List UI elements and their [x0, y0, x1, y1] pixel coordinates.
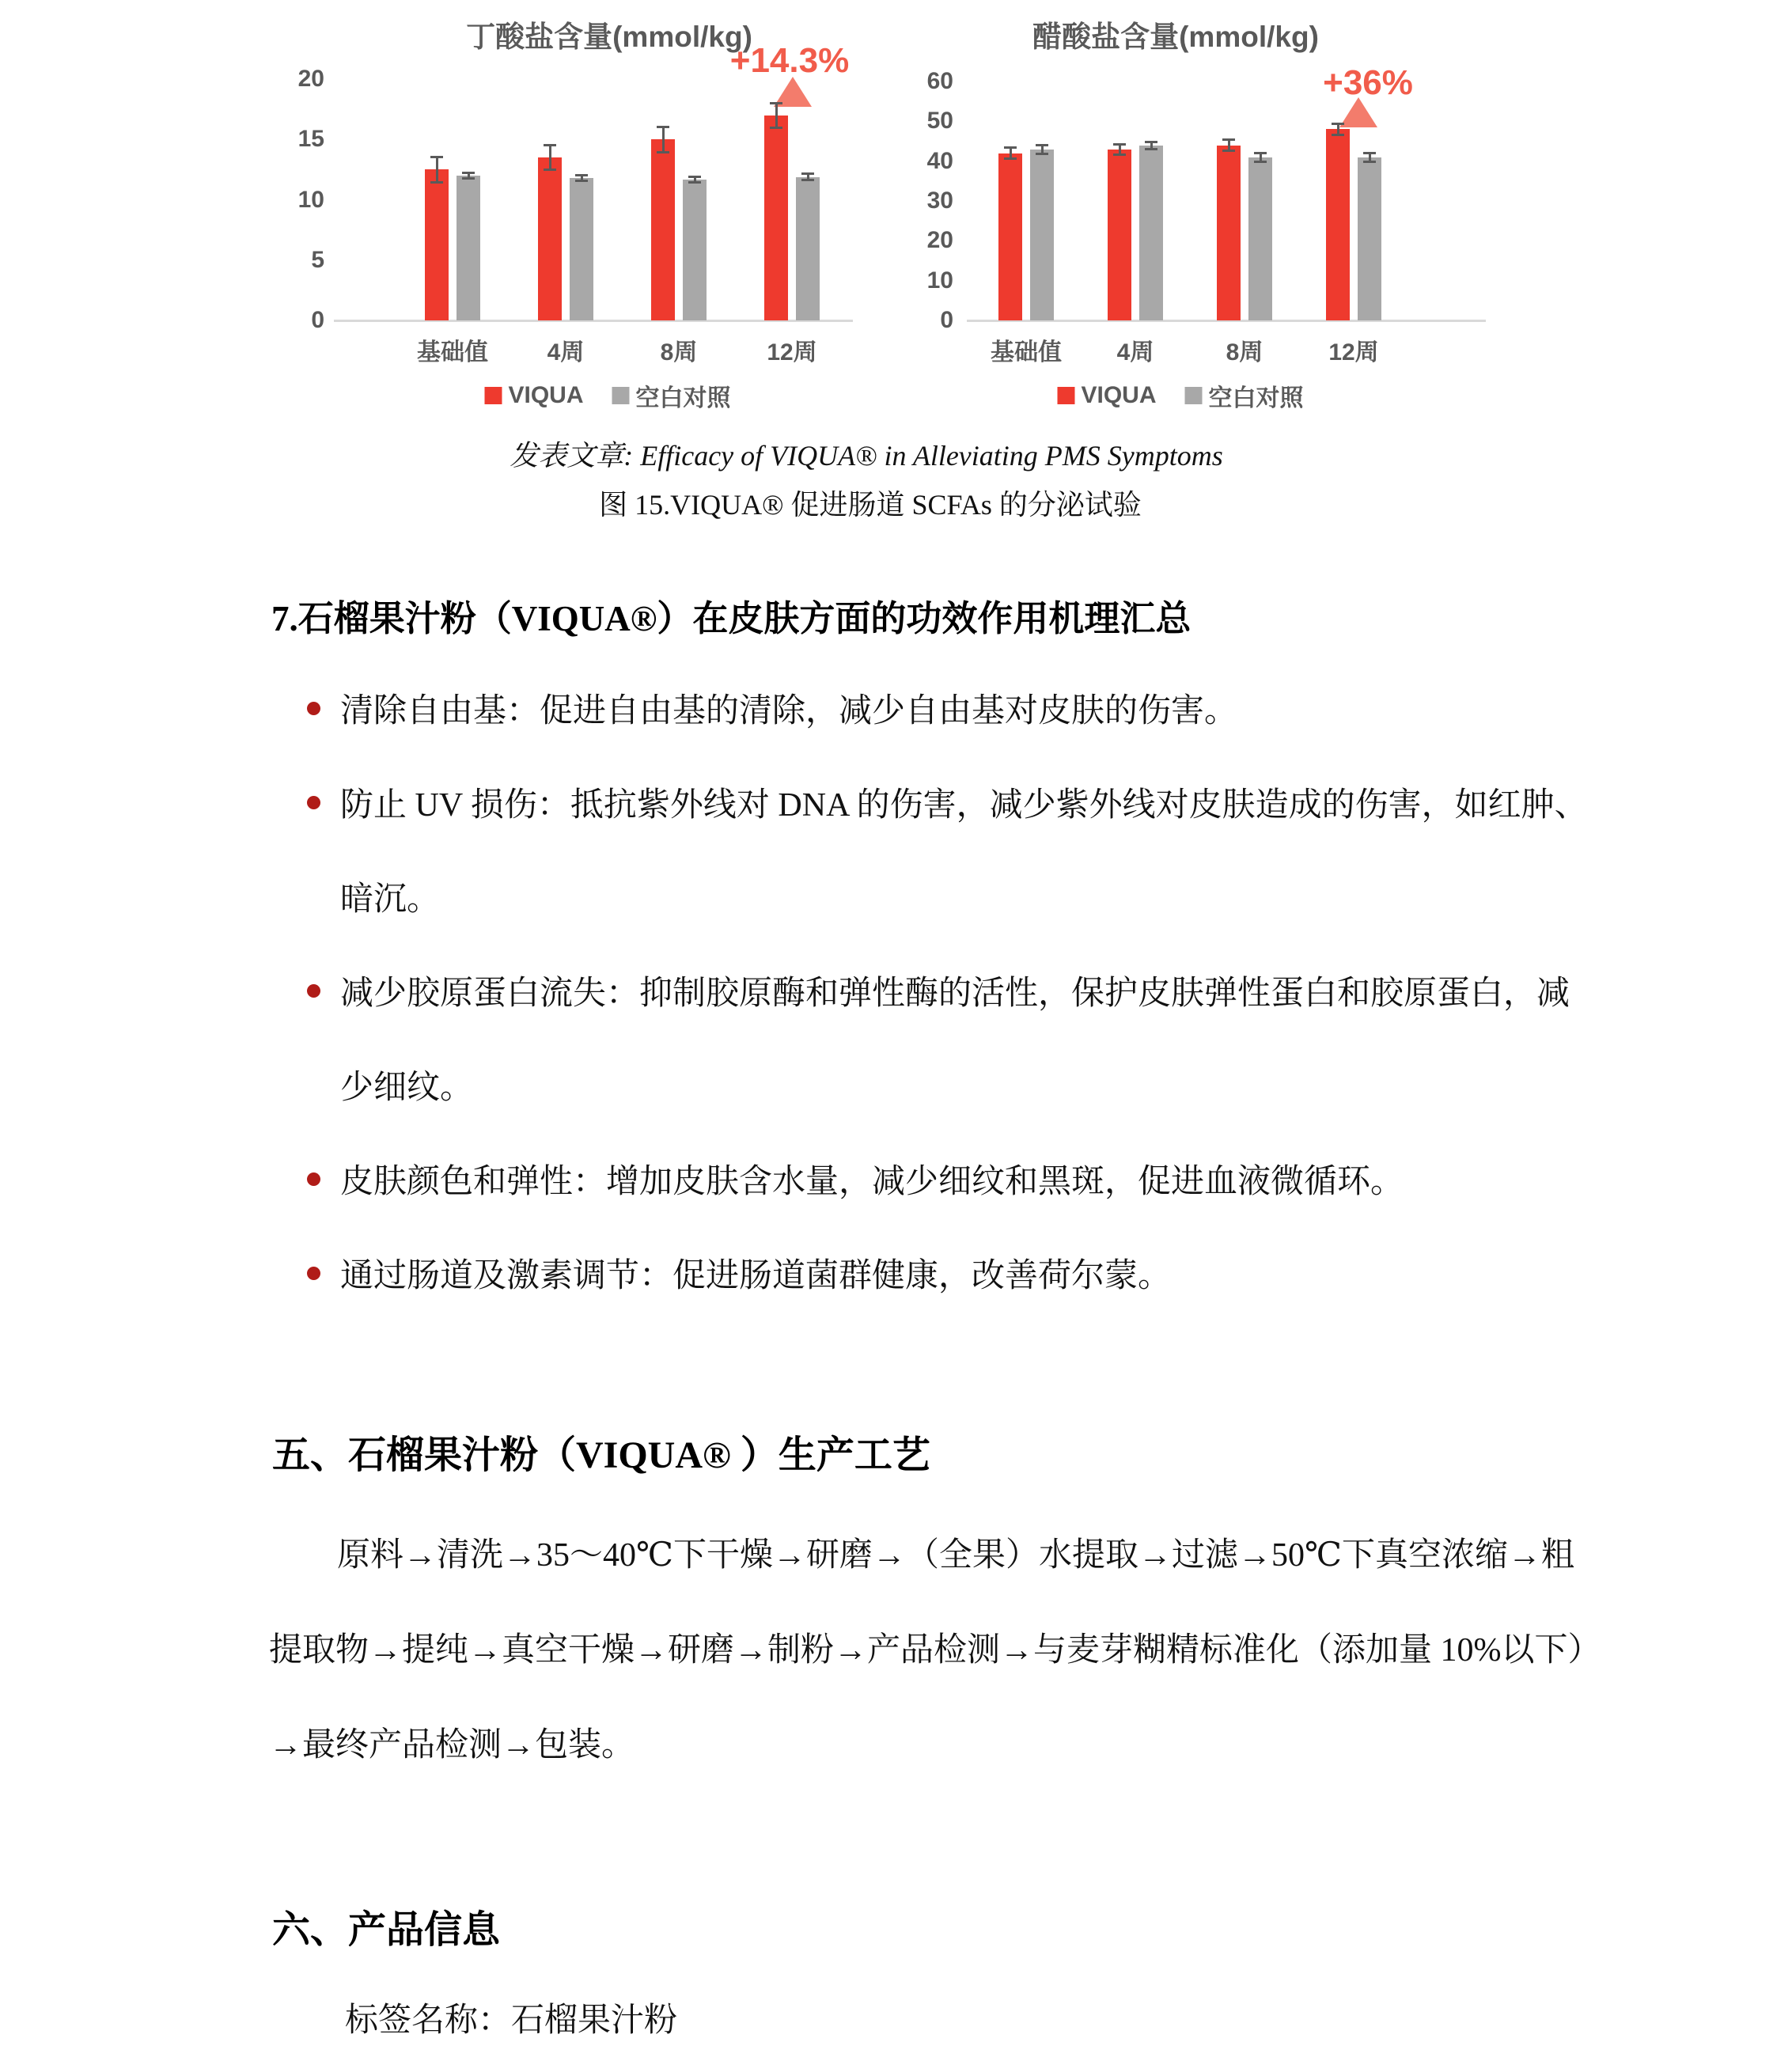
bullet-line: 清除自由基：促进自由基的清除，减少自由基对皮肤的伤害。: [340, 693, 1238, 729]
figure-caption-title: 图 15.VIQUA® 促进肠道 SCFAs 的分泌试验: [599, 489, 1142, 521]
bullet-line: 通过肠道及激素调节：促进肠道菌群健康，改善荷尔蒙。: [340, 1258, 1172, 1294]
process-line: 原料→清洗→35～40℃下干燥→研磨→（全果）水提取→过滤→50℃下真空浓缩→粗: [337, 1537, 1574, 1574]
bullet-dot-icon: [307, 796, 320, 809]
error-bar-cap-top: [544, 144, 556, 146]
error-bar-cap-bottom: [801, 179, 814, 181]
error-bar-cap-bottom: [1004, 157, 1017, 160]
error-bar-cap-top: [688, 176, 701, 178]
legend-swatch-icon: [612, 387, 630, 404]
error-bar-cap-bottom: [1113, 153, 1126, 156]
error-bar-cap-top: [801, 172, 814, 175]
legend-swatch-icon: [484, 387, 502, 404]
bullet-dot-icon: [307, 702, 320, 715]
bar-control: [1030, 150, 1054, 320]
legend-label: VIQUA: [1081, 382, 1157, 408]
y-tick-label: 15: [297, 126, 324, 153]
legend-item-control: [1185, 378, 1304, 413]
bar-viqua: [1326, 129, 1350, 320]
error-bar-cap-bottom: [1363, 161, 1376, 163]
error-bar: [436, 157, 438, 182]
y-tick-label: 10: [926, 267, 953, 294]
chart-title: 醋酸盐含量(mmol/kg): [1032, 21, 1319, 53]
error-bar-cap-bottom: [657, 151, 669, 153]
bullet-line: 防止 UV 损伤：抵抗紫外线对 DNA 的伤害，减少紫外线对皮肤造成的伤害，如红肿、: [340, 787, 1588, 824]
error-bar-cap-bottom: [430, 181, 443, 184]
y-tick-label: 60: [926, 68, 953, 94]
error-bar-cap-bottom: [1145, 148, 1157, 150]
x-category-label: 12周: [1328, 339, 1379, 366]
annotation-triangle-icon: [1339, 97, 1377, 127]
y-tick-label: 50: [926, 108, 953, 134]
bar-control: [796, 177, 820, 320]
bullet-line: 皮肤颜色和弹性：增加皮肤含水量，减少细纹和黑斑，促进血液微循环。: [340, 1164, 1404, 1200]
bullet-dot-icon: [307, 1267, 320, 1280]
annotation-label: +14.3%: [729, 41, 850, 80]
x-category-label: 8周: [1226, 339, 1263, 366]
y-tick-label: 20: [297, 66, 324, 92]
chart-legend: [484, 378, 730, 413]
error-bar-cap-bottom: [1254, 161, 1267, 163]
bar-control: [570, 178, 593, 320]
skin-section-heading: 7.石榴果汁粉（VIQUA®）在皮肤方面的功效作用机理汇总: [271, 599, 1192, 638]
process-section-heading: 五、石榴果汁粉（VIQUA® ）生产工艺: [272, 1434, 930, 1476]
bullet-line: 少细纹。: [340, 1070, 474, 1106]
error-bar-cap-top: [1254, 152, 1267, 154]
bar-viqua: [998, 153, 1022, 320]
error-bar-cap-bottom: [688, 181, 701, 184]
x-category-label: 4周: [1116, 339, 1154, 366]
figure-caption-source: 发表文章: Efficacy of VIQUA® in Alleviating PMS Symptoms: [510, 440, 1223, 472]
bar-viqua: [425, 169, 449, 320]
bar-viqua: [764, 116, 788, 320]
y-tick-label: 0: [311, 307, 324, 333]
y-tick-label: 30: [926, 188, 953, 214]
bar-viqua: [538, 157, 562, 320]
bar-control: [1139, 146, 1163, 320]
error-bar-cap-top: [1004, 146, 1017, 149]
legend-swatch-icon: [1057, 387, 1074, 404]
x-category-label: 基础值: [417, 339, 488, 366]
process-line: 提取物→提纯→真空干燥→研磨→制粉→产品检测→与麦芽糊精标准化（添加量 10%以下）: [269, 1632, 1601, 1669]
error-bar: [662, 127, 665, 152]
bullet-line: 暗沉。: [340, 881, 441, 918]
x-category-label: 基础值: [991, 339, 1062, 366]
process-line: →最终产品检测→包装。: [269, 1727, 635, 1763]
error-bar-cap-top: [770, 102, 782, 104]
label-name-line: 标签名称：石榴果汁粉: [345, 2002, 678, 2039]
error-bar-cap-top: [657, 126, 669, 128]
product-section-heading: 六、产品信息: [272, 1909, 501, 1951]
bar-viqua: [651, 139, 675, 320]
error-bar-cap-top: [1332, 123, 1344, 125]
chart-legend: [1057, 378, 1303, 413]
bar-control: [457, 176, 480, 320]
legend-item-viqua: [1057, 382, 1156, 409]
bar-viqua: [1217, 146, 1241, 320]
bar-viqua: [1108, 150, 1131, 320]
annotation-label: +36%: [1323, 63, 1413, 102]
bar-control: [1248, 157, 1272, 320]
error-bar-cap-top: [430, 156, 443, 158]
legend-label: 空白对照: [1208, 385, 1304, 411]
legend-item-viqua: [484, 382, 583, 409]
x-category-label: 4周: [547, 339, 585, 366]
error-bar-cap-bottom: [770, 127, 782, 129]
bar-control: [683, 180, 707, 320]
y-tick-label: 40: [926, 147, 953, 174]
error-bar-cap-bottom: [462, 177, 475, 180]
y-tick-label: 5: [311, 246, 324, 273]
legend-item-control: [612, 378, 731, 413]
error-bar-cap-top: [1222, 138, 1235, 141]
error-bar-cap-top: [575, 174, 588, 176]
bar-control: [1358, 157, 1381, 320]
error-bar-cap-bottom: [1036, 153, 1048, 155]
error-bar-cap-bottom: [575, 180, 588, 182]
bullet-dot-icon: [307, 1172, 320, 1186]
x-category-label: 8周: [660, 339, 698, 366]
error-bar-cap-bottom: [1222, 150, 1235, 152]
bullet-dot-icon: [307, 984, 320, 998]
error-bar: [549, 146, 551, 170]
error-bar-cap-top: [1363, 152, 1376, 154]
error-bar-cap-top: [462, 172, 475, 174]
legend-label: 空白对照: [635, 385, 731, 411]
y-tick-label: 0: [940, 307, 953, 333]
error-bar-cap-top: [1145, 141, 1157, 143]
error-bar-cap-bottom: [1332, 134, 1344, 136]
error-bar: [775, 104, 778, 128]
legend-swatch-icon: [1185, 387, 1203, 404]
legend-label: VIQUA: [508, 382, 584, 408]
y-tick-label: 10: [297, 186, 324, 213]
error-bar-cap-top: [1036, 144, 1048, 146]
error-bar-cap-top: [1113, 143, 1126, 146]
error-bar-cap-bottom: [544, 169, 556, 171]
bullet-line: 减少胶原蛋白流失：抑制胶原酶和弹性酶的活性，保护皮肤弹性蛋白和胶原蛋白，减: [340, 975, 1570, 1012]
chart-title: 丁酸盐含量(mmol/kg): [466, 21, 752, 53]
y-tick-label: 20: [926, 227, 953, 254]
x-category-label: 12周: [767, 339, 817, 366]
